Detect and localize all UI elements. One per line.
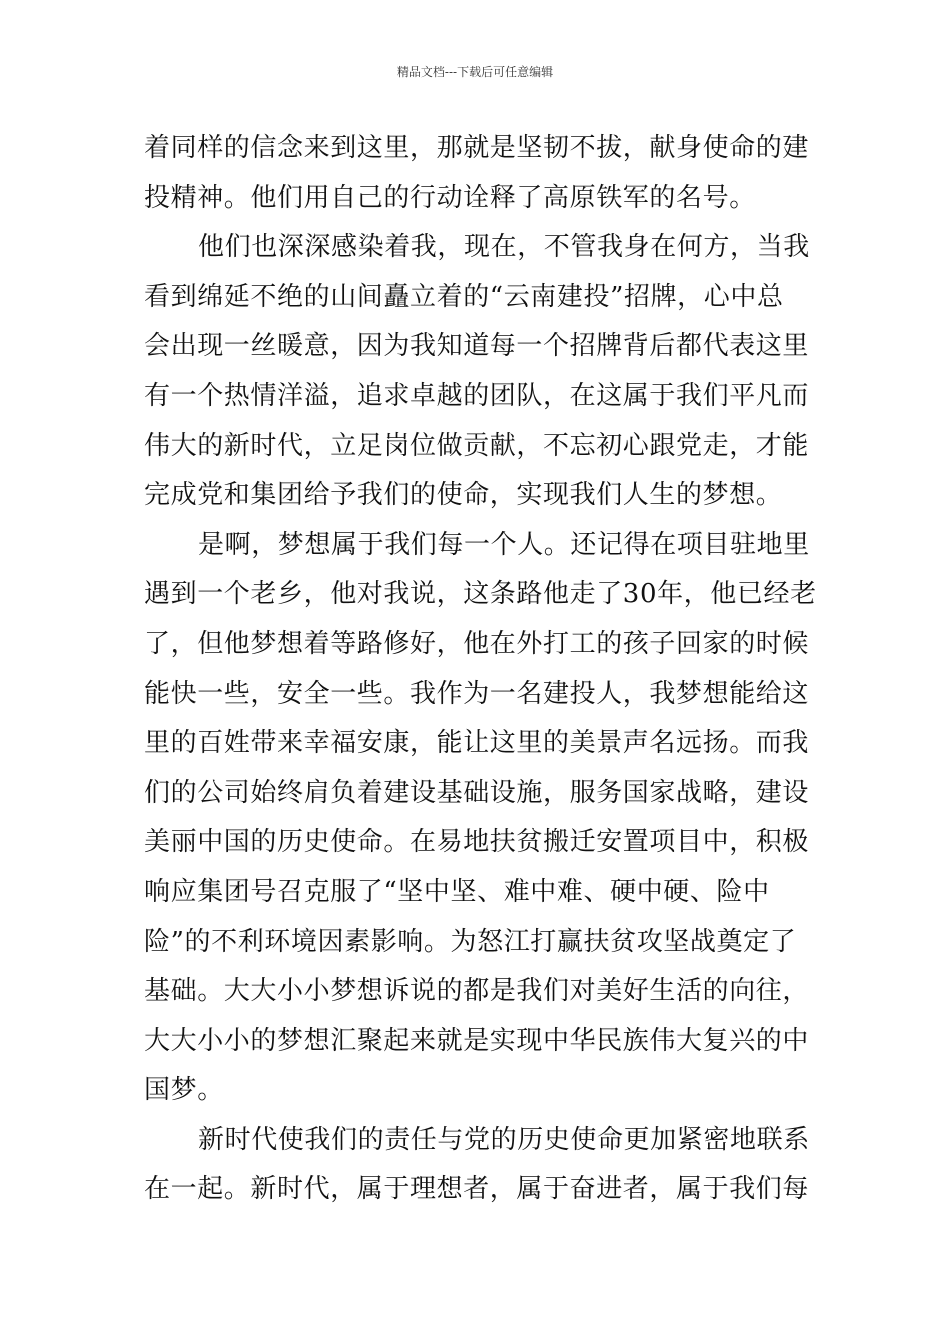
text-line: 险”的不利环境因素影响。为怒江打赢扶贫攻坚战奠定了: [144, 926, 797, 957]
text-line: 里的百姓带来幸福安康，能让这里的美景声名远扬。而我: [144, 728, 810, 759]
text-line: 会出现一丝暖意，因为我知道每一个招牌背后都代表这里: [144, 331, 810, 362]
text-line: 新时代使我们的责任与党的历史使命更加紧密地联系: [198, 1124, 810, 1155]
text-line: 们的公司始终肩负着建设基础设施，服务国家战略，建设: [144, 777, 810, 808]
text-line: 了，但他梦想着等路修好，他在外打工的孩子回家的时候: [144, 628, 810, 659]
page-header: 精品文档---下载后可任意编辑: [396, 65, 554, 79]
text-line: 在一起。新时代，属于理想者，属于奋进者，属于我们每: [144, 1174, 810, 1205]
text-line: 投精神。他们用自己的行动诠释了高原铁军的名号。: [144, 182, 756, 213]
text-line: 能快一些，安全一些。我作为一名建投人，我梦想能给这: [144, 678, 810, 709]
document-body: [144, 124, 817, 1215]
text-line: 美丽中国的历史使命。在易地扶贫搬迁安置项目中，积极: [144, 827, 810, 858]
text-line: 是啊，梦想属于我们每一个人。还记得在项目驻地里: [198, 529, 810, 560]
text-line: 遇到一个老乡，他对我说，这条路他走了30年，他已经老: [144, 579, 817, 610]
text-line: 国梦。: [144, 1075, 224, 1106]
text-line: 基础。大大小小梦想诉说的都是我们对美好生活的向往，: [144, 976, 810, 1007]
text-line: 伟大的新时代，立足岗位做贡献，不忘初心跟党走，才能: [144, 430, 810, 461]
text-line: 着同样的信念来到这里，那就是坚韧不拔，献身使命的建: [144, 133, 810, 163]
text-line: 大大小小的梦想汇聚起来就是实现中华民族伟大复兴的中: [144, 1025, 810, 1056]
text-line: 有一个热情洋溢，追求卓越的团队，在这属于我们平凡而: [144, 380, 810, 411]
text-line: 完成党和集团给予我们的使命，实现我们人生的梦想。: [144, 480, 783, 511]
text-line: 他们也深深感染着我，现在，不管我身在何方，当我: [198, 232, 810, 263]
text-line: 看到绵延不绝的山间矗立着的“云南建投”招牌，心中总: [144, 281, 784, 312]
text-line: 响应集团号召克服了“坚中坚、难中难、硬中硬、险中: [144, 876, 770, 907]
